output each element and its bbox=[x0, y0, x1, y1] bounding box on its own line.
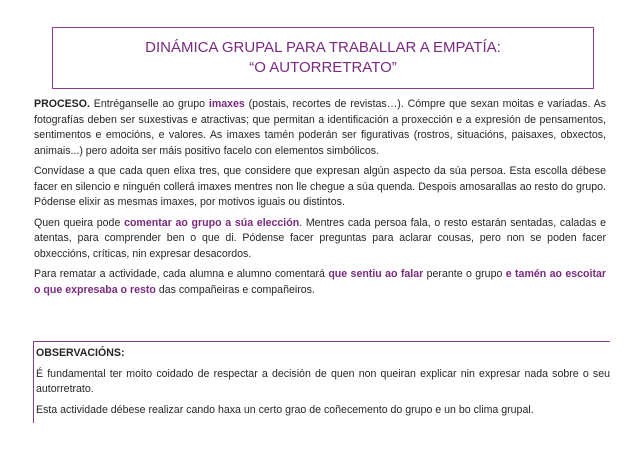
title-line-1: DINÁMICA GRUPAL PARA TRABALLAR A EMPATÍA: bbox=[145, 39, 501, 56]
proceso-section bbox=[34, 97, 606, 303]
proceso-paragraph-2: Convídase a que cada quen elixa tres, que considere que expresan algún aspecto da súa persoa. Esta escolla débese facer en silencio e ninguén collerá imaxes mentres non lle chegue a súa quenda. Despois amosarallas ao resto do grupo. Pódense elixir as mesmas imaxes, por motivos iguais ou distintos. bbox=[34, 165, 606, 208]
observacions-label: OBSERVACIÓNS: bbox=[36, 347, 125, 359]
proceso-paragraph-3 bbox=[34, 216, 606, 263]
observacions-paragraph-1: É fundamental ter moito coidado de respectar a decisión de quen non queiran explicar nin expresar nada sobre o seu autorretrato. bbox=[36, 367, 610, 395]
proceso-p4-b: perante o grupo bbox=[423, 268, 506, 280]
proceso-p4-highlight-1: que sentiu ao falar bbox=[328, 268, 424, 280]
proceso-p1-highlight: imaxes bbox=[208, 98, 245, 110]
proceso-p4-c: das compañeiras e compañeiros. bbox=[155, 283, 315, 296]
title-box bbox=[52, 27, 594, 89]
proceso-p4-a: Para rematar a actividade, cada alumna e alumno comentará bbox=[34, 268, 329, 280]
title-line-2: “O AUTORRETRATO” bbox=[249, 59, 397, 76]
proceso-label: PROCESO. bbox=[34, 98, 90, 110]
proceso-p1-a: Entréganselle ao grupo bbox=[89, 98, 209, 110]
proceso-p1-b: (postais, recortes de revistas…). Cómpre que sexan moitas e variadas. As fotografías deben ser suxestivas e atractivas; que permitan a identificación a proxección e a expresión de pensamentos, sentimentos e emocións, e valores. As imaxes tamén poderán ser figurativas (rostros, situacións, paisaxes, obxectos, animais...) pero adoita ser máis positivo facelo con elementos simbólicos. bbox=[34, 98, 606, 157]
proceso-p3-highlight: comentar ao grupo a súa elección bbox=[124, 216, 300, 229]
proceso-p4-highlight-2: e tamén ao escoitar o que expresaba o resto bbox=[34, 268, 607, 296]
proceso-paragraph-4 bbox=[34, 267, 606, 298]
proceso-p3-a: Quen queira pode bbox=[34, 216, 125, 229]
proceso-p3-b: . Mentres cada persoa fala, o resto estarán sentadas, caladas e atentas, para comprender ben o que di. Pódense facer preguntas para aclarar cousas, pero non se poden facer obxeccións, críticas, nin expresar desacordos. bbox=[34, 216, 606, 260]
observacions-paragraph-2: Esta actividade débese realizar cando haxa un certo grao de coñecemento do grupo e un bo clima grupal. bbox=[36, 403, 534, 416]
observacions-section bbox=[33, 341, 610, 423]
proceso-paragraph-1 bbox=[34, 97, 606, 159]
